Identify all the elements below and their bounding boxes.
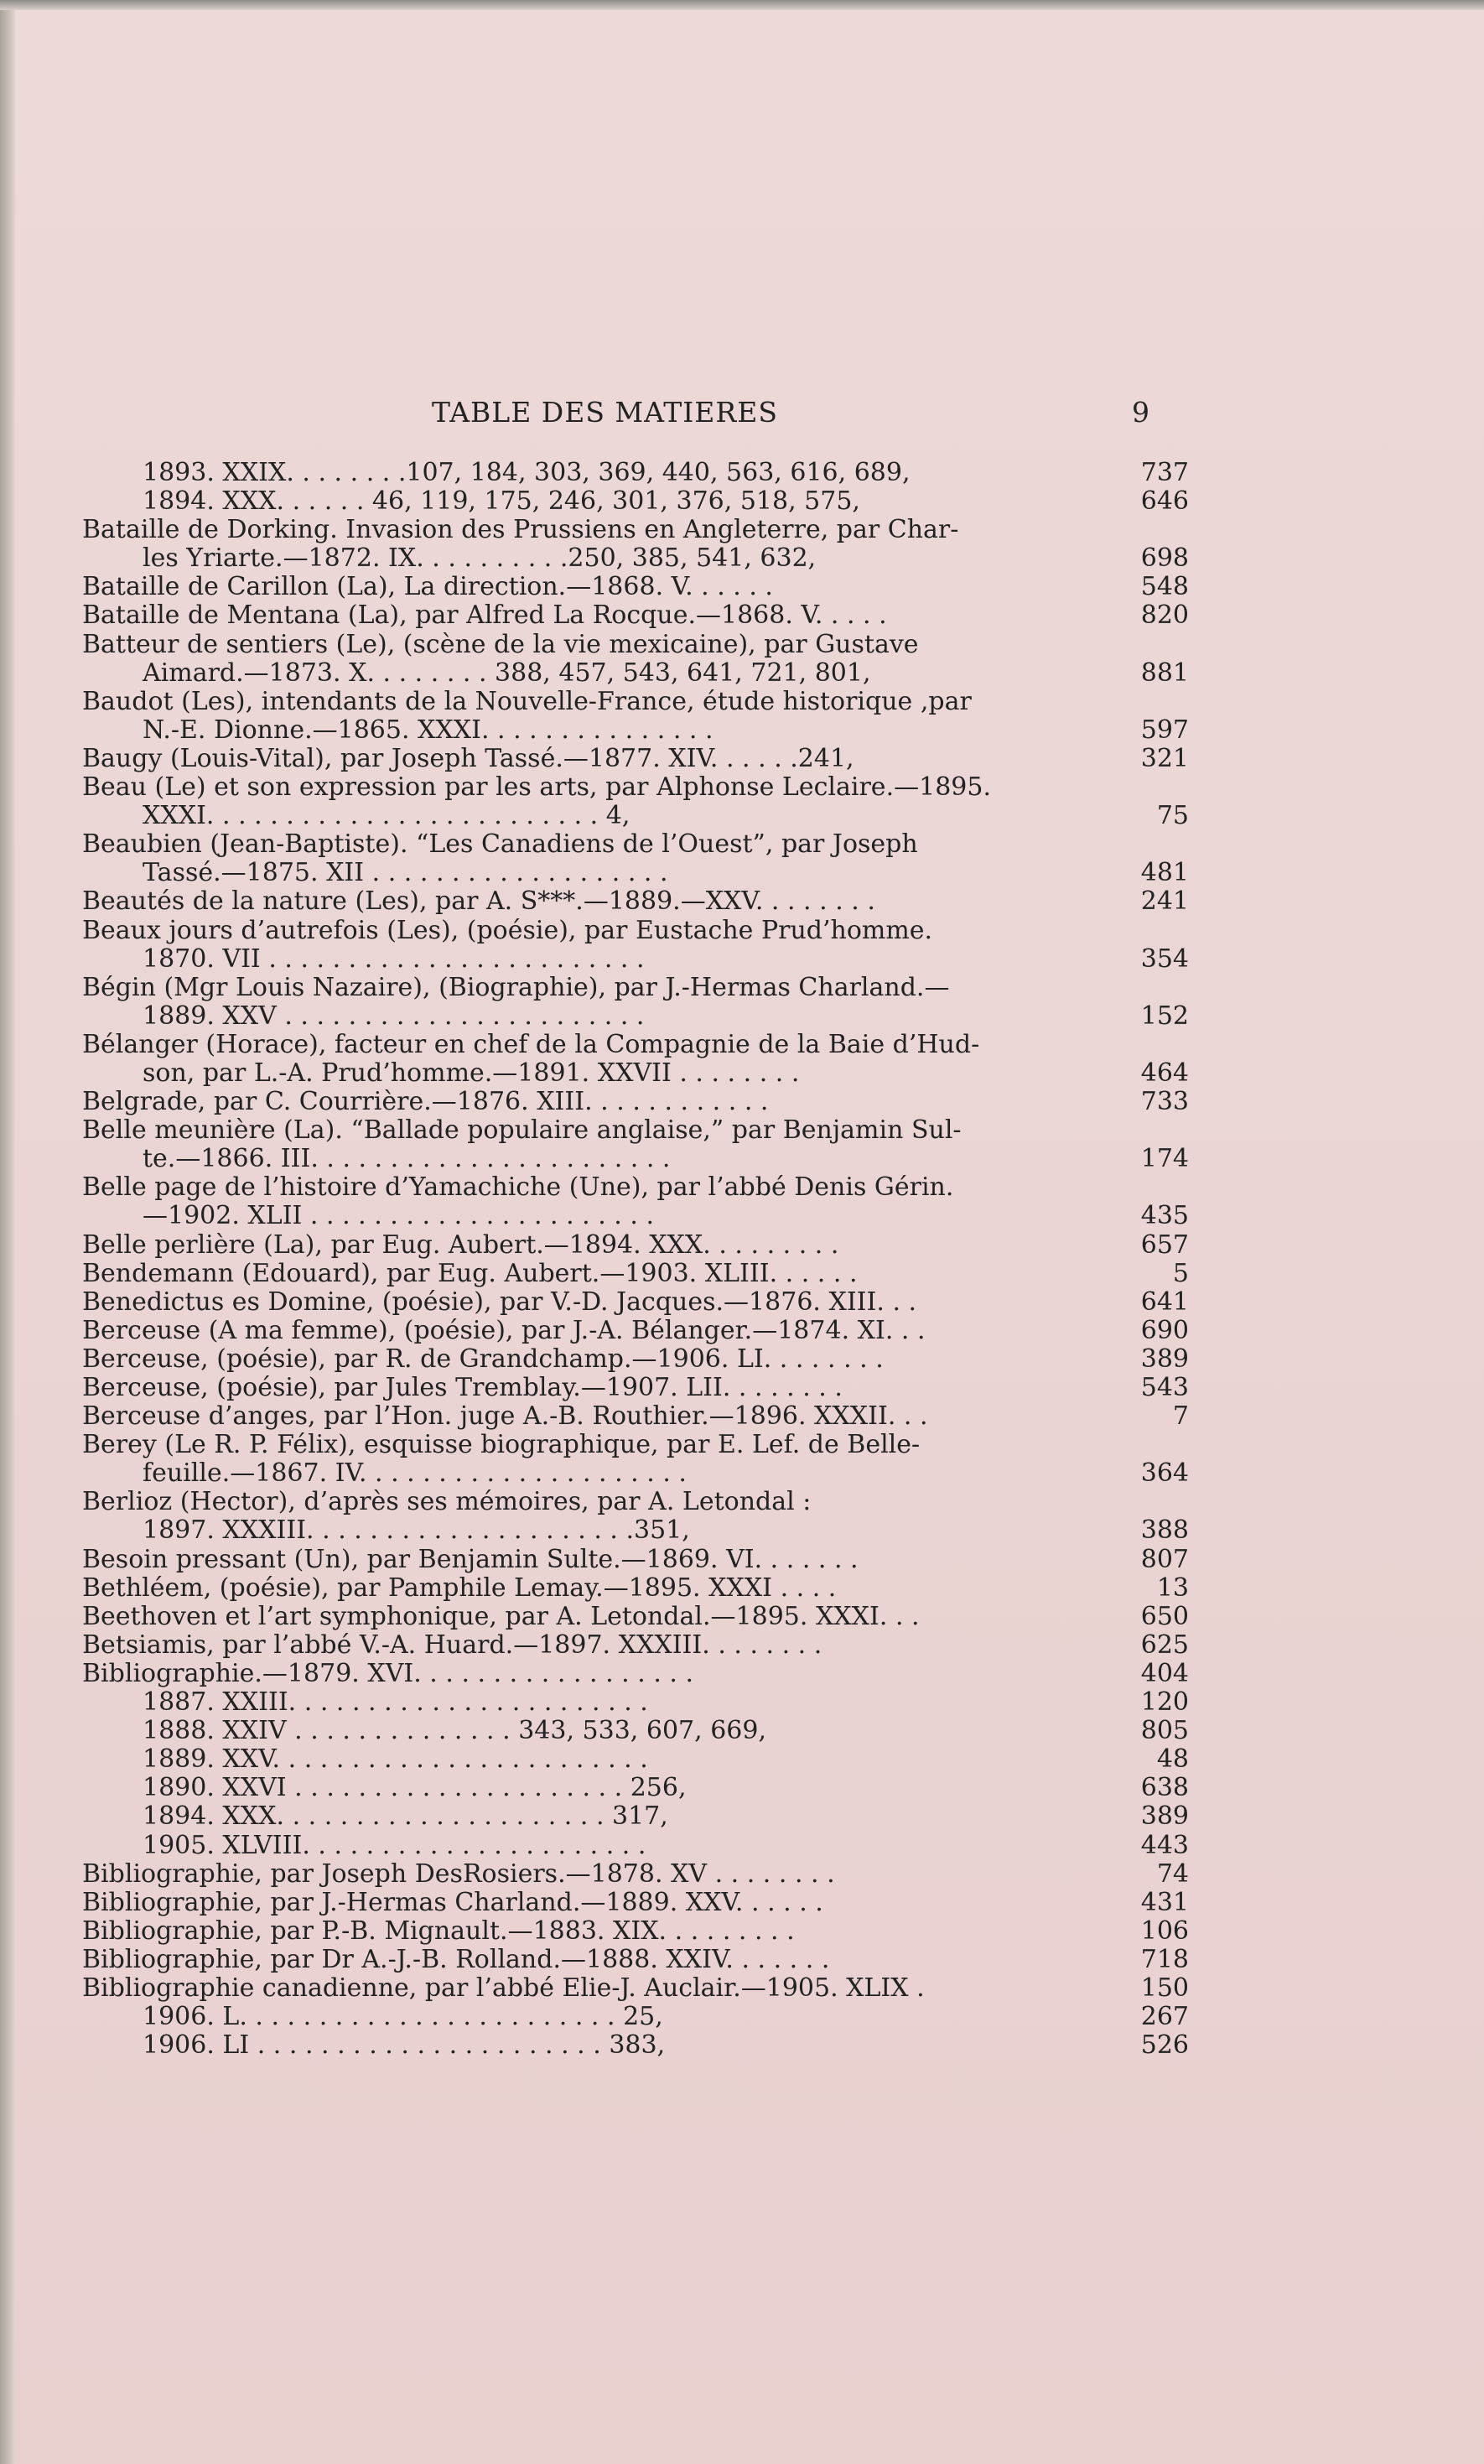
toc-entry-text: Bibliographie.—1879. XVI. . . . . . . . . . . . . . . . . . <box>82 1658 693 1688</box>
toc-entry-page: 13 <box>1156 1572 1189 1603</box>
toc-entry <box>82 1889 1189 1917</box>
toc-entry <box>82 1202 1189 1230</box>
toc-entry <box>82 1546 1189 1574</box>
toc-entry <box>82 601 1189 630</box>
toc-entry-page: 698 <box>1140 543 1189 574</box>
toc-entry <box>82 1688 1189 1717</box>
toc-entry-text: 1894. XXX. . . . . . 46, 119, 175, 246, 301, 376, 518, 575, <box>143 486 860 517</box>
toc-entry-page: 481 <box>1140 858 1189 888</box>
toc-entry <box>82 631 1189 659</box>
toc-entry <box>82 2003 1189 2031</box>
toc-entry-text: Belle meunière (La). “Ballade populaire anglaise,” par Benjamin Sul- <box>82 1115 962 1146</box>
toc-entry-text: Bibliographie canadienne, par l’abbé Elie-J. Auclair.—1905. XLIX . <box>82 1973 925 2003</box>
toc-entry <box>82 887 1189 916</box>
toc-entry-text: Berey (Le R. P. Félix), esquisse biographique, par E. Lef. de Belle- <box>82 1430 921 1460</box>
toc-entry <box>82 1717 1189 1745</box>
toc-entry <box>82 830 1189 859</box>
toc-entry-page: 464 <box>1140 1058 1189 1088</box>
toc-entry-text: Benedictus es Domine, (poésie), par V.-D. Jacques.—1876. XIII. . . <box>82 1287 917 1317</box>
page-binding-edge <box>0 0 15 2464</box>
page-header <box>0 396 1484 429</box>
toc-entry <box>82 716 1189 745</box>
toc-entry <box>82 773 1189 802</box>
toc-entry-page: 641 <box>1140 1287 1189 1317</box>
toc-entry-text: Belgrade, par C. Courrière.—1876. XIII. . . . . . . . . . . . <box>82 1087 769 1117</box>
toc-entry-text: XXXI. . . . . . . . . . . . . . . . . . . . . . . . . 4, <box>143 801 630 831</box>
toc-entry-page: 267 <box>1140 2002 1189 2032</box>
toc-entry-text: N.-E. Dionne.—1865. XXXI. . . . . . . . . . . . . . . <box>143 715 713 745</box>
toc-entry-page: 388 <box>1140 1515 1189 1546</box>
toc-entry-text: 1897. XXXIII. . . . . . . . . . . . . . . . . . . . .351, <box>143 1515 690 1546</box>
toc-entry-page: 174 <box>1140 1144 1189 1174</box>
toc-entry <box>82 1288 1189 1317</box>
toc-entry-text: Beau (Le) et son expression par les arts, par Alphonse Leclaire.—1895. <box>82 772 991 803</box>
toc-entry-text: Bendemann (Edouard), par Eug. Aubert.—1903. XLIII. . . . . . <box>82 1258 858 1288</box>
toc-entry <box>82 487 1189 516</box>
toc-entry-text: 1893. XXIX. . . . . . . .107, 184, 303, 369, 440, 563, 616, 689, <box>143 458 911 487</box>
toc-entry-text: Baudot (Les), intendants de la Nouvelle-France, étude historique ,par <box>82 686 972 716</box>
toc-entry-page: 364 <box>1140 1458 1189 1489</box>
toc-entry-text: Berceuse (A ma femme), (poésie), par J.-A. Bélanger.—1874. XI. . . <box>82 1315 926 1345</box>
toc-entry <box>82 1488 1189 1516</box>
toc-entry-text: Bibliographie, par P.-B. Mignault.—1883. XIX. . . . . . . . . <box>82 1916 795 1946</box>
toc-entry-page: 625 <box>1140 1630 1189 1660</box>
toc-entry-page: 690 <box>1140 1315 1189 1345</box>
toc-entry <box>82 945 1189 974</box>
toc-entry-page: 152 <box>1140 1001 1189 1031</box>
toc-entry <box>82 1116 1189 1145</box>
toc-entry-text: 1905. XLVIII. . . . . . . . . . . . . . . . . . . . . . <box>143 1830 646 1860</box>
toc-entry <box>82 688 1189 716</box>
toc-entry-page: 120 <box>1140 1687 1189 1718</box>
toc-entry-page: 75 <box>1156 801 1189 831</box>
toc-entry <box>82 1832 1189 1860</box>
toc-entry-page: 543 <box>1140 1373 1189 1402</box>
toc-entry <box>82 459 1189 487</box>
toc-entry-text: 1906. LI . . . . . . . . . . . . . . . . . . . . . . 383, <box>143 2030 666 2061</box>
toc-entry-page: 354 <box>1140 943 1189 974</box>
toc-entry <box>82 1603 1189 1631</box>
toc-entry-text: Beethoven et l’art symphonique, par A. Letondal.—1895. XXXI. . . <box>82 1601 920 1631</box>
toc-entry-page: 74 <box>1156 1858 1189 1889</box>
toc-entry-text: Belle perlière (La), par Eug. Aubert.—1894. XXX. . . . . . . . . <box>82 1229 839 1260</box>
toc-entry-text: Bataille de Dorking. Invasion des Prussiens en Angleterre, par Char- <box>82 515 959 545</box>
toc-entry-page: 597 <box>1140 715 1189 745</box>
toc-entry-text: Bibliographie, par J.-Hermas Charland.—1889. XXV. . . . . . <box>82 1887 823 1917</box>
toc-entry-page: 638 <box>1140 1773 1189 1803</box>
running-title: TABLE DES MATIERES <box>432 396 778 429</box>
toc-entry-text: Bataille de Carillon (La), La direction.—1868. V. . . . . . <box>82 572 773 602</box>
toc-entry-page: 881 <box>1140 658 1189 688</box>
toc-entry-page: 48 <box>1156 1744 1189 1775</box>
toc-entry <box>82 1260 1189 1288</box>
toc-entry-text: Beaubien (Jean-Baptiste). “Les Canadiens de l’Ouest”, par Joseph <box>82 829 918 860</box>
toc-entry-page: 820 <box>1140 600 1189 631</box>
toc-entry-page: 321 <box>1140 743 1189 773</box>
toc-entry <box>82 1802 1189 1831</box>
toc-entry-text: 1887. XXIII. . . . . . . . . . . . . . . . . . . . . . . <box>143 1687 648 1718</box>
toc-entry-page: 241 <box>1140 886 1189 917</box>
toc-entry <box>82 1774 1189 1802</box>
toc-entry-page: 7 <box>1172 1401 1189 1432</box>
toc-entry <box>82 1374 1189 1402</box>
toc-entry-page: 150 <box>1140 1973 1189 2003</box>
toc-entry <box>82 1231 1189 1260</box>
toc-entry-page: 650 <box>1140 1601 1189 1631</box>
toc-entry <box>82 917 1189 945</box>
toc-entry <box>82 1745 1189 1774</box>
toc-entry-text: Bataille de Mentana (La), par Alfred La Rocque.—1868. V. . . . . <box>82 600 887 631</box>
toc-entry <box>82 573 1189 601</box>
toc-entry-page: 718 <box>1140 1944 1189 1974</box>
toc-entry-text: Bibliographie, par Joseph DesRosiers.—1878. XV . . . . . . . . <box>82 1858 835 1889</box>
toc-entry-text: 1889. XXV . . . . . . . . . . . . . . . . . . . . . . . <box>143 1001 645 1031</box>
toc-entry-text: Beautés de la nature (Les), par A. S***.—1889.—XXV. . . . . . . . <box>82 886 875 917</box>
toc-entry-page: 389 <box>1140 1801 1189 1832</box>
toc-entry-page: 106 <box>1140 1916 1189 1946</box>
toc-entry <box>82 659 1189 688</box>
page-top-edge <box>0 0 1484 10</box>
toc-entry-page: 526 <box>1140 2030 1189 2061</box>
toc-entry <box>82 1173 1189 1202</box>
toc-entry <box>82 544 1189 573</box>
toc-entry <box>82 1459 1189 1488</box>
toc-entry-text: Tassé.—1875. XII . . . . . . . . . . . . . . . . . . . <box>143 858 668 888</box>
table-of-contents <box>82 459 1189 2060</box>
toc-entry-page: 737 <box>1140 458 1189 487</box>
toc-entry <box>82 1917 1189 1946</box>
toc-entry <box>82 1860 1189 1889</box>
toc-entry-page: 404 <box>1140 1658 1189 1688</box>
toc-entry-page: 646 <box>1140 486 1189 517</box>
toc-entry <box>82 1317 1189 1345</box>
toc-entry <box>82 1145 1189 1173</box>
toc-entry-page: 548 <box>1140 572 1189 602</box>
toc-entry <box>82 859 1189 887</box>
toc-entry-text: Aimard.—1873. X. . . . . . . . 388, 457, 543, 641, 721, 801, <box>143 658 871 688</box>
toc-entry-text: Betsiamis, par l’abbé V.-A. Huard.—1897. XXXIII. . . . . . . . <box>82 1630 822 1660</box>
toc-entry <box>82 1402 1189 1431</box>
toc-entry <box>82 745 1189 773</box>
toc-entry-page: 389 <box>1140 1344 1189 1374</box>
toc-entry-text: Berlioz (Hector), d’après ses mémoires, par A. Letondal : <box>82 1487 812 1517</box>
toc-entry <box>82 516 1189 544</box>
toc-entry-text: Bibliographie, par Dr A.-J.-B. Rolland.—1888. XXIV. . . . . . . <box>82 1944 830 1974</box>
toc-entry <box>82 974 1189 1002</box>
toc-entry-page: 431 <box>1140 1887 1189 1917</box>
toc-entry-text: Baugy (Louis-Vital), par Joseph Tassé.—1877. XIV. . . . . .241, <box>82 743 854 773</box>
toc-entry-page: 657 <box>1140 1229 1189 1260</box>
toc-entry-text: Bélanger (Horace), facteur en chef de la Compagnie de la Baie d’Hud- <box>82 1029 980 1059</box>
toc-entry-text: 1894. XXX. . . . . . . . . . . . . . . . . . . . . 317, <box>143 1801 668 1832</box>
toc-entry-text: Berceuse, (poésie), par Jules Tremblay.—1907. LII. . . . . . . . <box>82 1373 843 1402</box>
toc-entry <box>82 1516 1189 1545</box>
toc-entry <box>82 2031 1189 2060</box>
toc-entry <box>82 1059 1189 1088</box>
toc-entry <box>82 1431 1189 1459</box>
toc-entry-text: Besoin pressant (Un), par Benjamin Sulte.—1869. VI. . . . . . . <box>82 1544 859 1574</box>
toc-entry-text: 1888. XXIV . . . . . . . . . . . . . . 343, 533, 607, 669, <box>143 1716 766 1746</box>
toc-entry <box>82 802 1189 830</box>
toc-entry <box>82 1002 1189 1031</box>
toc-entry-page: 805 <box>1140 1716 1189 1746</box>
toc-entry-text: Berceuse d’anges, par l’Hon. juge A.-B. Routhier.—1896. XXXII. . . <box>82 1401 928 1432</box>
toc-entry-text: 1890. XXVI . . . . . . . . . . . . . . . . . . . . . 256, <box>143 1773 687 1803</box>
toc-entry-text: Bethléem, (poésie), par Pamphile Lemay.—1895. XXXI . . . . <box>82 1572 837 1603</box>
toc-entry <box>82 1974 1189 2003</box>
toc-entry-text: Beaux jours d’autrefois (Les), (poésie), par Eustache Prud’homme. <box>82 915 933 945</box>
toc-entry-text: Batteur de sentiers (Le), (scène de la vie mexicaine), par Gustave <box>82 629 919 659</box>
toc-entry-page: 733 <box>1140 1087 1189 1117</box>
toc-entry-text: feuille.—1867. IV. . . . . . . . . . . . . . . . . . . . . <box>143 1458 687 1489</box>
toc-entry <box>82 1088 1189 1116</box>
toc-entry-text: —1902. XLII . . . . . . . . . . . . . . . . . . . . . . <box>143 1201 654 1231</box>
toc-entry-page: 435 <box>1140 1201 1189 1231</box>
toc-entry-text: Belle page de l’histoire d’Yamachiche (Une), par l’abbé Denis Gérin. <box>82 1172 954 1203</box>
page-number: 9 <box>1132 396 1149 429</box>
toc-entry <box>82 1574 1189 1603</box>
toc-entry-text: te.—1866. III. . . . . . . . . . . . . . . . . . . . . . . <box>143 1144 671 1174</box>
toc-entry-page: 807 <box>1140 1544 1189 1574</box>
toc-entry-text: 1889. XXV. . . . . . . . . . . . . . . . . . . . . . . . <box>143 1744 648 1775</box>
toc-entry-text: les Yriarte.—1872. IX. . . . . . . . . .250, 385, 541, 632, <box>143 543 817 574</box>
toc-entry-text: Berceuse, (poésie), par R. de Grandchamp.—1906. LI. . . . . . . . <box>82 1344 884 1374</box>
toc-entry-page: 443 <box>1140 1830 1189 1860</box>
toc-entry-page: 5 <box>1172 1258 1189 1288</box>
toc-entry-text: son, par L.-A. Prud’homme.—1891. XXVII . . . . . . . . <box>143 1058 800 1088</box>
toc-entry <box>82 1631 1189 1660</box>
toc-entry <box>82 1345 1189 1374</box>
toc-entry <box>82 1660 1189 1688</box>
toc-entry <box>82 1031 1189 1059</box>
toc-entry-text: 1870. VII . . . . . . . . . . . . . . . . . . . . . . . . <box>143 943 645 974</box>
toc-entry-text: Bégin (Mgr Louis Nazaire), (Biographie), par J.-Hermas Charland.— <box>82 972 950 1002</box>
toc-entry-text: 1906. L. . . . . . . . . . . . . . . . . . . . . . . . 25, <box>143 2002 663 2032</box>
toc-entry <box>82 1946 1189 1974</box>
